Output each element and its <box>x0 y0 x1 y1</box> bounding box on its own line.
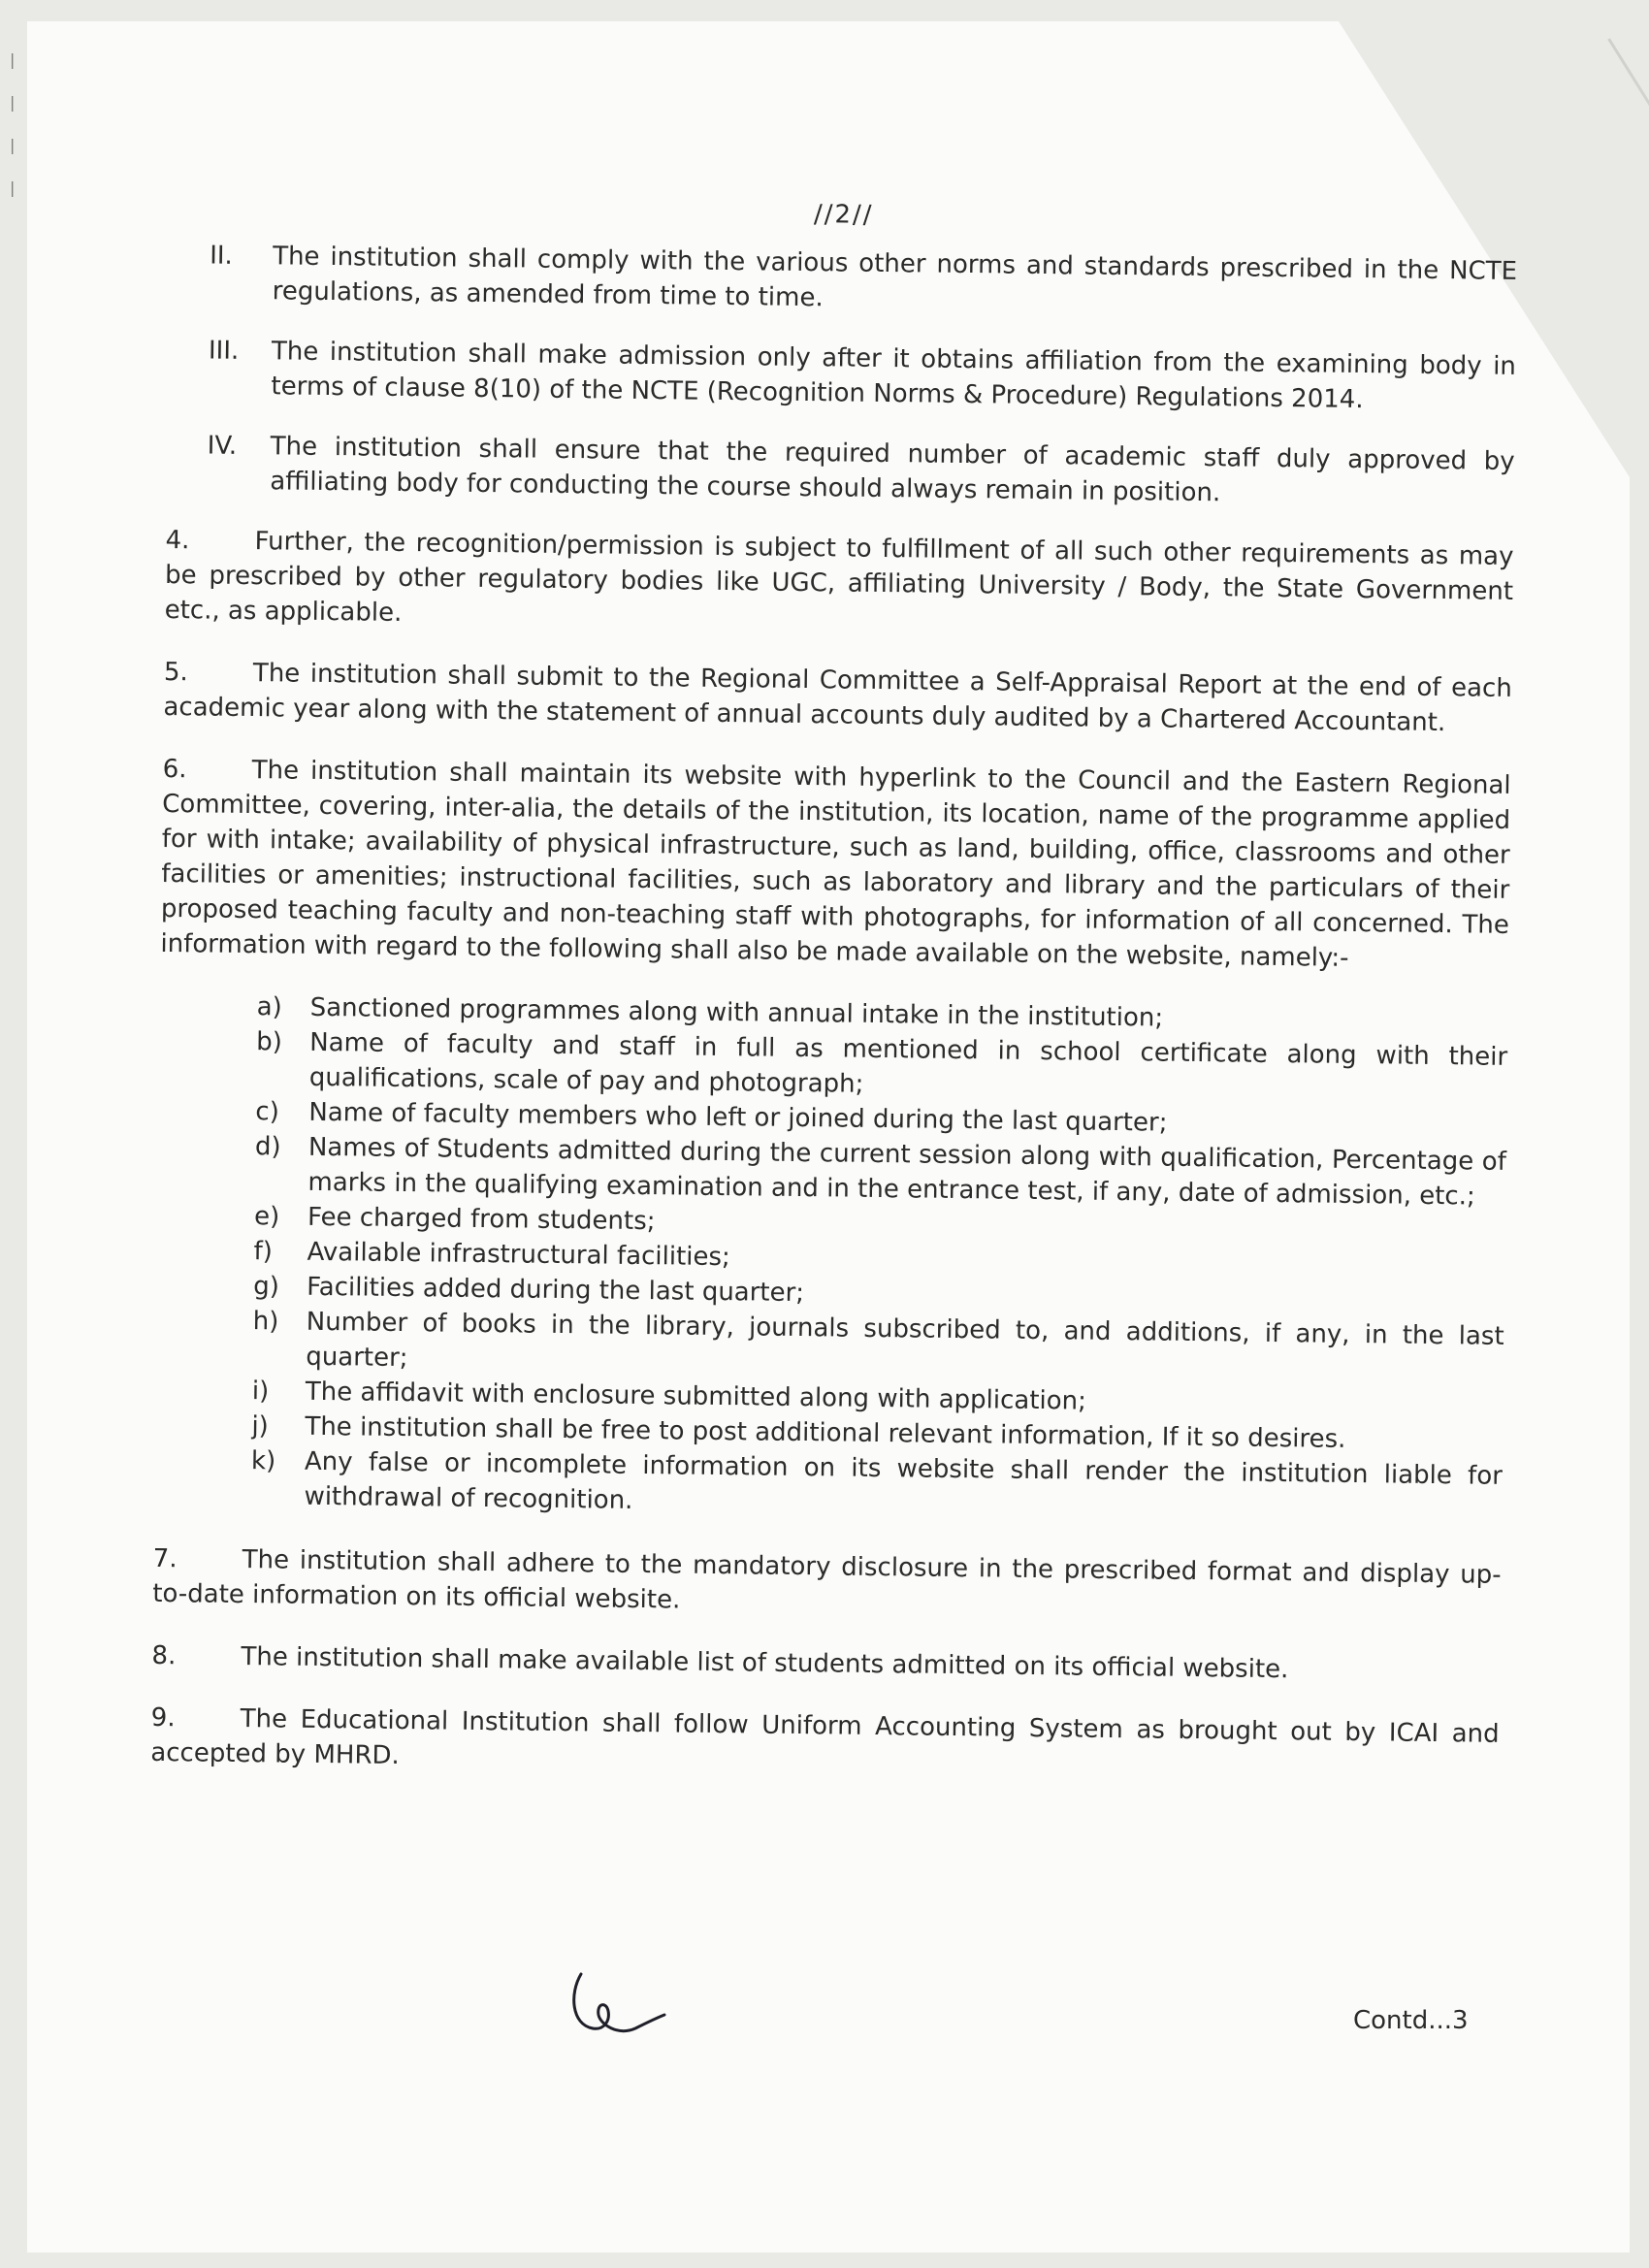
list-marker: j) <box>251 1411 269 1442</box>
list-text: Names of Students admitted during the current session along with qualification, Percentage of marks in the qualifying examination and in the entrance test, if any, date of admission, etc.; <box>307 1132 1507 1212</box>
list-marker: k) <box>250 1446 276 1476</box>
list-text: The institution shall be free to post additional relevant information, If it so desires. <box>305 1411 1346 1454</box>
list-marker: h) <box>252 1307 279 1337</box>
condition-text: The institution shall make admission only after it obtains affiliation from the examining body in terms of clause 8(10) of the NCTE (Recognition Norms & Procedure) Regulations 2014. <box>271 337 1517 415</box>
paragraph-text: The institution shall adhere to the mandatory disclosure in the prescribed format and display up-to-date information on its official website. <box>152 1545 1502 1615</box>
paragraph-text: The institution shall make available list of students admitted on its official website. <box>241 1642 1289 1685</box>
paragraph-7 <box>152 1541 1502 1628</box>
condition-item <box>169 238 1518 324</box>
paragraph-number: 7. <box>152 1543 178 1574</box>
paragraph-number: 9. <box>150 1702 176 1733</box>
paragraph-9 <box>150 1701 1500 1787</box>
list-marker: d) <box>254 1132 281 1162</box>
list-marker: b) <box>256 1027 283 1057</box>
list-text: Available infrastructural facilities; <box>307 1237 730 1273</box>
condition-text: The institution shall comply with the various other norms and standards prescribed in the NCTE regulations, as amended from time to time. <box>272 242 1518 313</box>
list-marker: g) <box>253 1272 280 1302</box>
list-text: Any false or incomplete information on its website shall render the institution liable for withdrawal of recognition. <box>304 1446 1504 1515</box>
paragraph-number: 8. <box>151 1640 177 1671</box>
paragraph-text: The institution shall submit to the Regional Committee a Self-Appraisal Report at the end of each academic year along with the statement of annual accounts duly audited by a Chartered Accountant. <box>163 659 1512 738</box>
paragraph-text: The institution shall maintain its website with hyperlink to the Council and the Eastern Regional Committee, covering, inter-alia, the details of the institution, its location, name of the programme applied for with intake; availability of physical infrastructure, such as land, building, office, classrooms and other facilities or amenities; instructional facilities, such as laboratory and library and the particulars of their proposed teaching faculty and non-teaching staff with photographs, for information of all concerned. The information with regard to the following shall also be made available on the website, namely:- <box>160 756 1511 973</box>
list-text: Facilities added during the last quarter; <box>306 1272 805 1309</box>
paragraph-number: 6. <box>162 754 187 785</box>
list-text: Sanctioned programmes along with annual intake in the institution; <box>309 992 1164 1033</box>
website-items-list <box>250 989 1508 1529</box>
condition-marker: IV. <box>207 431 238 461</box>
list-text: The affidavit with enclosure submitted along with application; <box>305 1377 1087 1416</box>
condition-item <box>167 333 1516 419</box>
list-text: Fee charged from students; <box>307 1202 656 1237</box>
condition-marker: III. <box>208 336 240 366</box>
list-item <box>250 1443 1503 1529</box>
list-marker: e) <box>253 1202 280 1232</box>
condition-marker: II. <box>209 241 233 271</box>
conditions-list <box>166 238 1517 514</box>
condition-text: The institution shall ensure that the required number of academic staff duly approved by affiliating body for conducting the course should always remain in position. <box>270 432 1515 508</box>
list-marker: a) <box>256 992 282 1022</box>
signature-mark <box>567 1964 674 2042</box>
paragraph-number: 4. <box>165 525 190 556</box>
list-text: Number of books in the library, journals subscribed to, and additions, if any, in the last quarter; <box>306 1307 1504 1374</box>
page-number: //2// <box>813 200 874 230</box>
paragraph-6 <box>160 752 1511 978</box>
paragraph-text: The Educational Institution shall follow Uniform Accounting System as brought out by ICAI and accepted by MHRD. <box>150 1704 1500 1771</box>
paragraph-5 <box>163 655 1512 741</box>
paragraph-4 <box>164 523 1513 644</box>
list-marker: i) <box>251 1377 270 1407</box>
list-marker: f) <box>253 1237 274 1267</box>
scan-edge-marks: | | | | <box>10 50 16 197</box>
paragraph-number: 5. <box>163 657 188 688</box>
paragraph-8 <box>151 1638 1500 1690</box>
list-marker: c) <box>255 1097 280 1127</box>
list-text: Name of faculty members who left or joined during the last quarter; <box>308 1097 1168 1138</box>
list-text: Name of faculty and staff in full as mentioned in school certificate along with their qualifications, scale of pay and photograph; <box>308 1027 1508 1099</box>
continuation-note: Contd...3 <box>1353 2006 1469 2035</box>
paragraph-text: Further, the recognition/permission is subject to fulfillment of all such other requirements as may be prescribed by other regulatory bodies like UGC, affiliating University / Body, the State Government etc., as applicable. <box>164 527 1514 628</box>
condition-item <box>166 428 1515 514</box>
document-body <box>150 189 1518 1814</box>
